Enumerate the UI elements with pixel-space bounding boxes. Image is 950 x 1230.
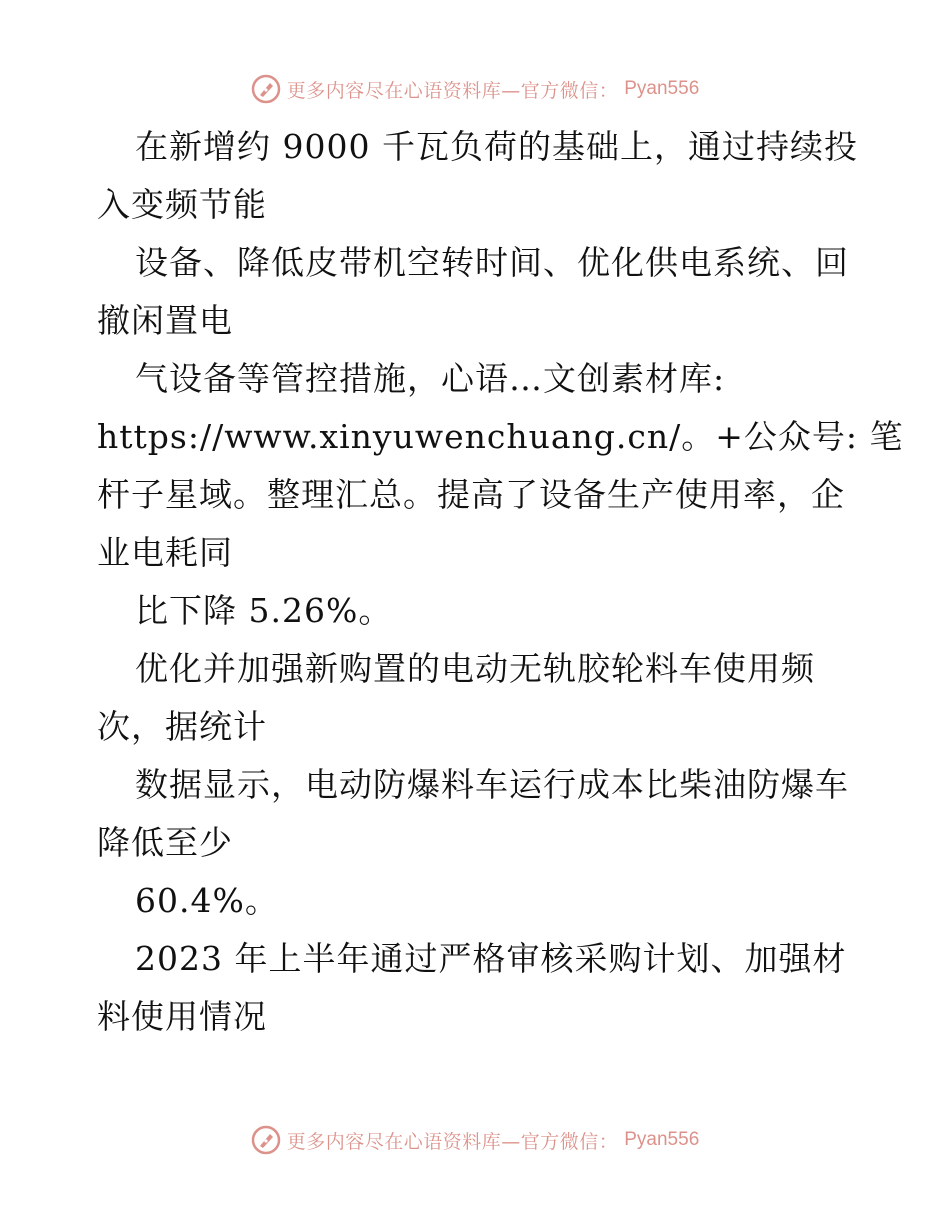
text-line: 数据显示，电动防爆料车运行成本比柴油防爆车 bbox=[135, 765, 849, 804]
watermark-id: Pyan556 bbox=[624, 1129, 700, 1150]
text-line: 设备、降低皮带机空转时间、优化供电系统、回 bbox=[135, 243, 849, 282]
text-line: 60.4%。 bbox=[135, 881, 279, 920]
footer-watermark bbox=[0, 1122, 950, 1158]
document-body bbox=[97, 118, 904, 1046]
watermark-text: 更多内容尽在心语资料库—官方微信： bbox=[286, 79, 619, 102]
text-line: 料使用情况 bbox=[97, 997, 267, 1036]
text-line: 撤闲置电 bbox=[97, 301, 233, 340]
watermark-id: Pyan556 bbox=[624, 78, 700, 99]
text-line: 优化并加强新购置的电动无轨胶轮料车使用频 bbox=[135, 649, 815, 688]
text-line: 杆子星域。整理汇总。提高了设备生产使用率，企 bbox=[97, 475, 845, 514]
text-line: 次，据统计 bbox=[97, 707, 267, 746]
watermark-text: 更多内容尽在心语资料库—官方微信： bbox=[286, 1130, 619, 1153]
pen-nib-seal-icon bbox=[251, 74, 281, 104]
text-line: 降低至少 bbox=[97, 823, 233, 862]
text-line: 比下降 5.26%。 bbox=[135, 591, 393, 630]
text-line: 入变频节能 bbox=[97, 185, 267, 224]
text-line: 2023 年上半年通过严格审核采购计划、加强材 bbox=[135, 939, 847, 978]
text-line: https://www.xinyuwenchuang.cn/。+公众号: 笔 bbox=[97, 417, 904, 456]
text-line: 在新增约 9000 千瓦负荷的基础上，通过持续投 bbox=[135, 127, 858, 166]
text-line: 气设备等管控措施，心语…文创素材库: bbox=[135, 359, 726, 398]
header-watermark bbox=[0, 71, 950, 107]
text-line: 业电耗同 bbox=[97, 533, 233, 572]
pen-nib-seal-icon bbox=[251, 1125, 281, 1155]
